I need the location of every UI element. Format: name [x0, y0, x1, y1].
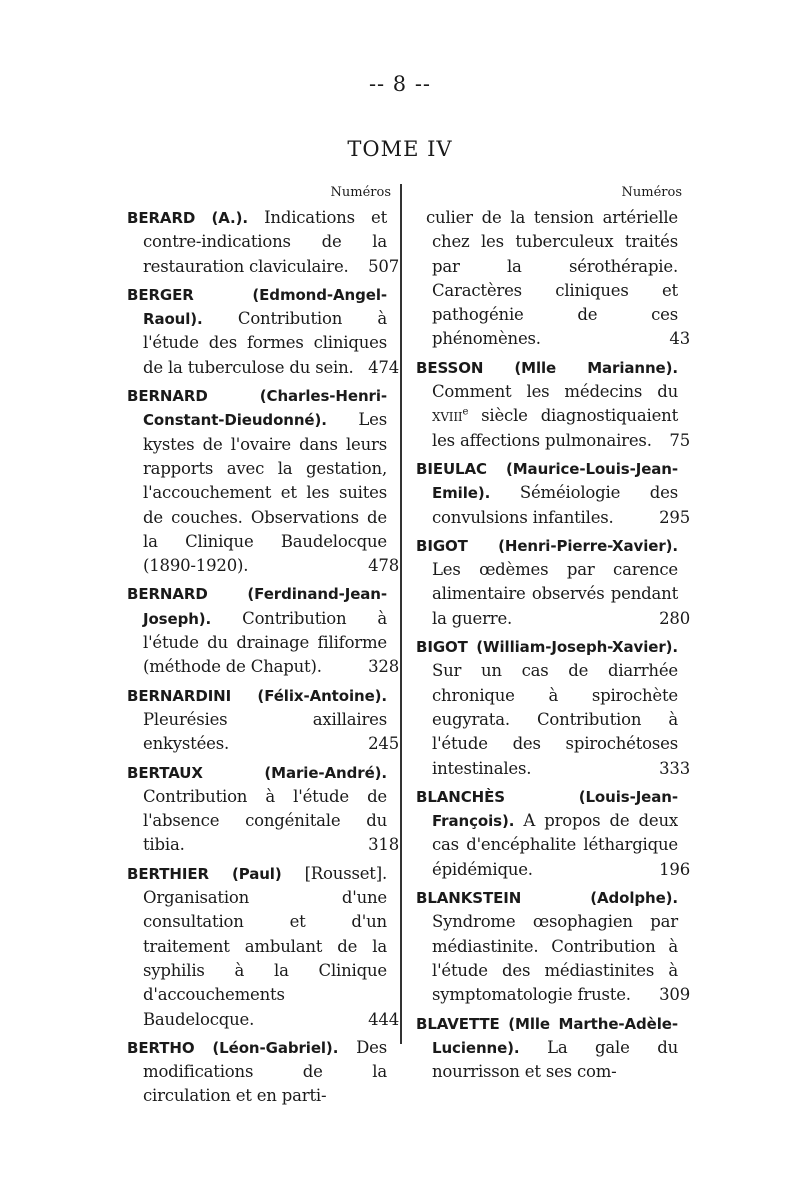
thesis-title: Les kystes de l'ovaire dans leurs rapports avec la gestation, l'accouchement et les suites de couches. Observations de la Clinique Baudelocque (1890-1920).: [143, 410, 387, 576]
thesis-title: Pleurésies axillaires enkystées.: [143, 709, 387, 754]
column-header-numeros: Numéros: [330, 185, 391, 200]
index-entry-continued: [416, 206, 690, 352]
thesis-number: 43: [669, 329, 690, 349]
thesis-number: 444: [368, 1009, 399, 1029]
thesis-title: Les œdèmes par carence alimentaire observés pendant la guerre.: [432, 560, 678, 628]
index-entry: [127, 283, 399, 380]
thesis-title: Des modifications de la circulation et en parti-: [143, 1037, 387, 1106]
thesis-title-cont: siècle diagnostiquaient les affections pulmonaires.: [432, 406, 678, 450]
author-name: BERTHIER (Paul): [127, 864, 282, 883]
author-name: BLAVETTE (Mlle Marthe-Adèle-Lucienne).: [416, 1014, 678, 1057]
column-header-numeros: Numéros: [621, 185, 682, 200]
page-number: -- 8 --: [368, 72, 432, 96]
thesis-number: 474: [368, 357, 399, 377]
thesis-title: Contribution à l'étude des formes cliniques de la tuberculose du sein.: [143, 309, 387, 377]
author-name: BERARD (A.).: [127, 209, 248, 227]
author-name: BERGER (Edmond-Angel-Raoul).: [127, 285, 387, 329]
thesis-title: A propos de deux cas d'encéphalite léthargique épidémique.: [432, 811, 678, 879]
thesis-title: Contribution à l'étude de l'absence congénitale du tibia.: [143, 786, 387, 855]
author-name: BERNARD (Ferdinand-Jean-Joseph).: [127, 585, 387, 628]
volume-title: TOME IV: [347, 137, 453, 161]
thesis-number: 328: [368, 657, 399, 677]
thesis-number: 333: [659, 758, 690, 778]
author-name: BESSON (Mlle Marianne).: [416, 358, 678, 377]
index-entry: [416, 534, 690, 631]
thesis-number: 295: [659, 507, 690, 527]
index-entry: [127, 862, 399, 1032]
index-entry: [127, 206, 399, 279]
index-entry: [416, 635, 690, 781]
thesis-title: Syndrome œsophagien par médiastinite. Contribution à l'étude des médiastinites à symptomatologie fruste.: [432, 912, 678, 1005]
thesis-title: [Rousset]. Organisation d'une consultation et d'un traitement ambulant de la syphilis à la Clinique d'accouchements Baudelocque.: [143, 863, 388, 1029]
index-entry: [127, 1036, 387, 1109]
author-name: BERTAUX (Marie-André).: [127, 763, 387, 782]
index-entry: [127, 582, 399, 679]
index-entry: [416, 457, 690, 530]
index-entry: [127, 384, 399, 578]
author-name: BLANCHÈS (Louis-Jean-François).: [416, 787, 678, 831]
column-divider: [400, 184, 402, 1044]
author-name: BERNARDINI (Félix-Antoine).: [127, 686, 387, 705]
index-entry: [127, 684, 399, 757]
author-name: BERTHO (Léon-Gabriel).: [127, 1038, 339, 1057]
thesis-title: Sur un cas de diarrhée chronique à spirochète eugyrata. Contribution à l'étude des spirochétoses intestinales.: [432, 661, 678, 778]
thesis-title: Séméiologie des convulsions infantiles.: [432, 483, 678, 527]
right-column: [416, 182, 690, 1088]
thesis-number: 75: [669, 430, 690, 450]
century-superscript: e: [462, 406, 469, 418]
thesis-number: 507: [368, 256, 399, 276]
thesis-title: Comment les médecins du: [432, 382, 678, 402]
author-name: BLANKSTEIN (Adolphe).: [416, 889, 678, 908]
index-entry: [416, 886, 690, 1007]
thesis-number: 196: [659, 859, 690, 879]
thesis-title: La gale du nourrisson et ses com-: [432, 1037, 678, 1082]
thesis-title: Indications et contre-indications de la restauration claviculaire.: [143, 208, 388, 276]
left-column: [127, 182, 399, 1113]
thesis-number: 478: [368, 556, 399, 576]
author-name: BERNARD (Charles-Henri-Constant-Dieudonné).: [127, 387, 387, 430]
author-name: BIGOT (Henri-Pierre-Xavier).: [416, 536, 678, 555]
author-name: BIGOT (William-Joseph-Xavier).: [416, 638, 678, 657]
index-entry: [416, 1012, 678, 1085]
index-entry: [127, 761, 399, 858]
thesis-title: Contribution à l'étude du drainage filiforme (méthode de Chaput).: [143, 608, 387, 677]
thesis-number: 245: [368, 734, 399, 754]
index-entry: [416, 785, 690, 882]
thesis-title: culier de la tension artérielle chez les tuberculeux traités par la sérothérapie. Caractères cliniques et pathogénie de ces phénomènes.: [426, 208, 678, 349]
thesis-number: 280: [659, 608, 690, 628]
century-numeral: xviii: [432, 406, 463, 426]
index-entry: [416, 356, 690, 453]
author-name: BIEULAC (Maurice-Louis-Jean-Emile).: [416, 459, 678, 503]
thesis-number: 309: [659, 985, 690, 1005]
thesis-number: 318: [368, 835, 399, 855]
